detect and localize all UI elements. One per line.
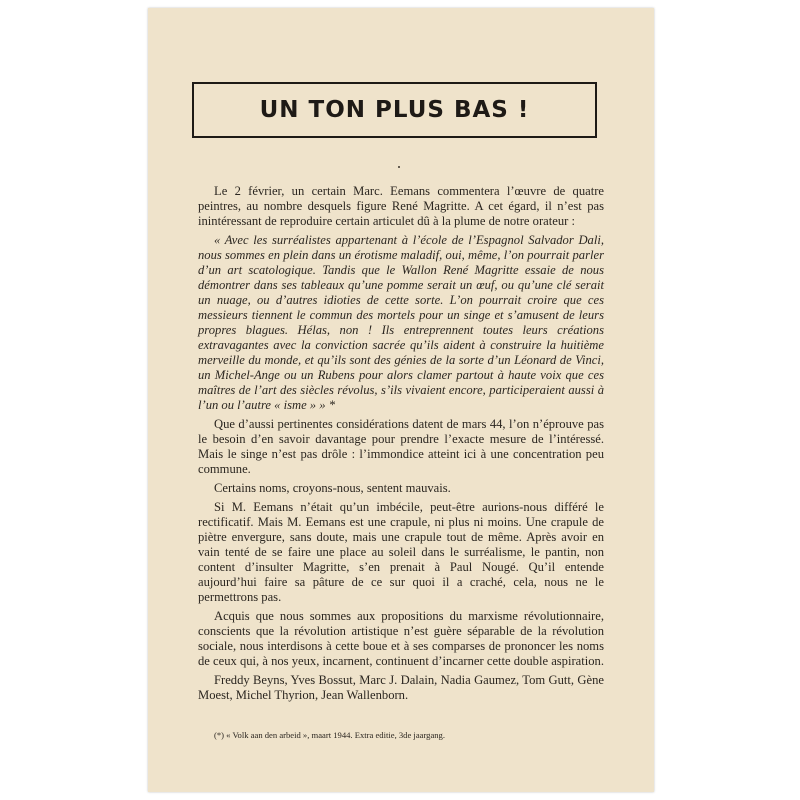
title-box [192, 82, 597, 138]
paragraph-marxisme: Acquis que nous sommes aux propositions du marxisme révolutionnaire, conscients que la révolution artistique n’est guère séparable de la révolution sociale, nous interdisons à cette boue et à ses comparses de prononcer les noms de ceux qui, à nos yeux, incarnent, continuent d’incarner cette double aspiration. [198, 609, 605, 668]
ornament-dot [398, 166, 400, 168]
paragraph-short: Certains noms, croyons-nous, sentent mauvais. [214, 481, 451, 495]
paragraph-commentary: Que d’aussi pertinentes considérations datent de mars 44, l’on n’éprouve pas le besoin d’en savoir davantage pour prendre l’exacte mesure de l’intéressé. Mais le singe n’est pas drôle : l’immondice atteint ici à une concentration peu commune. [198, 417, 604, 476]
body-text [198, 184, 604, 707]
signatures: Freddy Beyns, Yves Bossut, Marc J. Dalain, Nadia Gaumez, Tom Gutt, Gène Moest, Michel Thyrion, Jean Wallenborn. [198, 673, 604, 702]
tract-page [148, 8, 654, 792]
paragraph-intro: Le 2 février, un certain Marc. Eemans commentera l’œuvre de quatre peintres, au nombre desquels figure René Magritte. A cet égard, il n’est pas inintéressant de reproduire certain articulet dû à la plume de notre orateur : [198, 184, 604, 228]
page-title: UN TON PLUS BAS ! [259, 97, 530, 123]
paragraph-quote: « Avec les surréalistes appartenant à l’école de l’Espagnol Salvador Dali, nous sommes en plein dans un érotisme maladif, oui, même, l’on pourrait parler d’un art scatologique. Tandis que le Wallon René Magritte essaie de nous démontrer dans ses tableaux qu’une pomme serait un œuf, ou qu’une clé serait un nuage, ou d’autres idioties de cette sorte. L’on pourrait croire que ces messieurs tiennent le commun des mortels pour un singe et s’amusent de leurs propres blagues. Hélas, non ! Ils entreprennent toutes leurs créations extravagantes avec la conviction sacrée qu’ils aident à construire la huitième merveille du monde, et qu’ils sont des génies de la sorte d’un Léonard de Vinci, un Michel-Ange ou un Rubens pour alors clamer partout à haute voix que ces maîtres de l’art des siècles révolus, s’ils vivaient encore, participeraient aussi à l’un ou l’autre « isme » » * [198, 233, 604, 412]
paragraph-eemans: Si M. Eemans n’était qu’un imbécile, peut-être aurions-nous différé le rectificatif. Mais M. Eemans est une crapule, ni plus ni moins. Une crapule de piètre envergure, sans doute, mais une crapule tout de même. Après avoir en vain tenté de se faire une place au soleil dans le surréalisme, le pantin, non content d’insulter Magritte, s’en prenait à Paul Nougé. Qu’il entende aujourd’hui faire sa pâture de ce sur quoi il a craché, cela, nous ne le permettrons pas. [198, 500, 604, 604]
footnote: (*) « Volk aan den arbeid », maart 1944. Extra editie, 3de jaargang. [214, 730, 446, 740]
